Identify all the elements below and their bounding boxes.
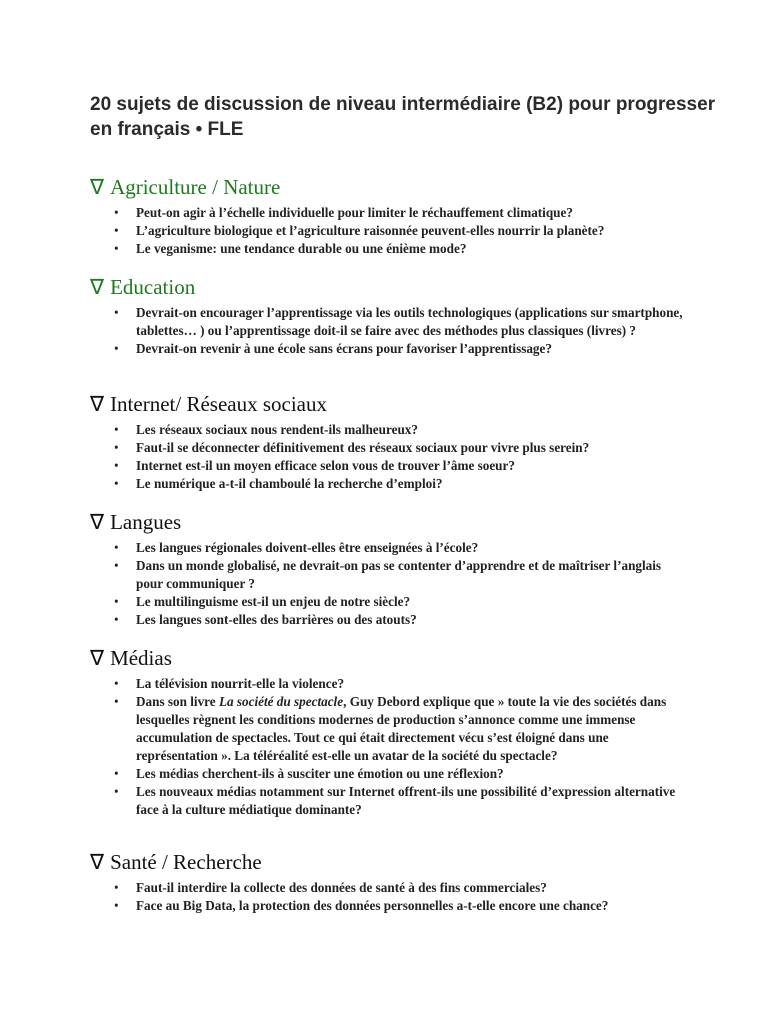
section-heading-text: Agriculture / Nature [110,175,281,199]
list-item [90,557,690,593]
list-item [90,783,690,819]
bullet-icon: • [114,594,119,609]
list-item [90,304,690,340]
topic-list [90,204,690,258]
bullet-icon: • [114,205,119,220]
section-heading [90,391,690,417]
list-item-text: Face au Big Data, la protection des données personnelles a-t-elle encore une chance? [136,898,609,913]
list-item [90,765,690,783]
list-item [90,240,690,258]
section-heading [90,509,690,535]
list-item-text: Devrait-on revenir à une école sans écrans pour favoriser l’apprentissage? [136,341,552,356]
bullet-icon: • [114,540,119,555]
list-item [90,593,690,611]
bullet-icon: • [114,676,119,691]
list-item [90,475,690,493]
section-heading-text: Education [110,275,196,299]
list-item [90,457,690,475]
list-item [90,204,690,222]
topic-list [90,421,690,493]
bullet-icon: • [114,880,119,895]
section-sante-recherche [90,849,690,915]
list-item-text: L’agriculture biologique et l’agriculture raisonnée peuvent-elles nourrir la planète? [136,223,605,238]
list-item [90,421,690,439]
bullet-icon: • [114,558,119,573]
section-heading-text: Internet/ Réseaux sociaux [110,392,327,416]
list-item-text: Le multilinguisme est-il un enjeu de notre siècle? [136,594,411,609]
section-heading-text: Santé / Recherche [110,850,262,874]
bullet-icon: • [114,341,119,356]
bullet-icon: • [114,898,119,913]
nabla-icon: ∇ [90,510,105,534]
bullet-icon: • [114,612,119,627]
list-item-text: Les médias cherchent-ils à susciter une émotion ou une réflexion? [136,766,504,781]
list-item-text: Internet est-il un moyen efficace selon vous de trouver l’âme soeur? [136,458,515,473]
bullet-icon: • [114,476,119,491]
list-item-text: Faut-il se déconnecter définitivement des réseaux sociaux pour vivre plus serein? [136,440,590,455]
nabla-icon: ∇ [90,850,105,874]
list-item-text: Les langues régionales doivent-elles être enseignées à l’école? [136,540,479,555]
section-heading-text: Langues [110,510,182,534]
nabla-icon: ∇ [90,646,105,670]
section-langues [90,509,690,629]
section-heading [90,849,690,875]
list-item-text: Le veganisme: une tendance durable ou une énième mode? [136,241,467,256]
topic-list [90,675,690,819]
list-item [90,879,690,897]
section-education [90,274,690,358]
topic-list [90,304,690,358]
section-heading [90,274,690,300]
nabla-icon: ∇ [90,275,105,299]
bullet-icon: • [114,458,119,473]
list-item-text: Devrait-on encourager l’apprentissage via les outils technologiques (applications sur smartphone, tablettes… ) ou l’apprentissage doit-il se faire avec des méthodes plus classiques (livres) ? [136,305,683,338]
list-item-text-before: Dans son livre [136,694,219,709]
bullet-icon: • [114,440,119,455]
list-item [90,222,690,240]
list-item-text-after: , Guy Debord explique que » toute la vie des sociétés dans lesquelles règnent les conditions modernes de production s’annonce comme une immense accumulation de spectacles. Tout ce qui était directement vécu s’est éloigné dans une représentation ». La téléréalité est-elle un avatar de la société du spectacle? [136,694,667,763]
list-item-text: Peut-on agir à l’échelle individuelle pour limiter le réchauffement climatique? [136,205,573,220]
list-item [90,340,690,358]
page-title: 20 sujets de discussion de niveau intermédiaire (B2) pour progresser en français • FLE [90,94,716,140]
list-item-text: La télévision nourrit-elle la violence? [136,676,345,691]
section-heading-text: Médias [110,646,172,670]
section-agriculture-nature [90,174,690,258]
nabla-icon: ∇ [90,392,105,416]
section-medias [90,645,690,819]
bullet-icon: • [114,784,119,799]
bullet-icon: • [114,766,119,781]
bullet-icon: • [114,241,119,256]
bullet-icon: • [114,305,119,320]
list-item [90,611,690,629]
list-item [90,897,690,915]
list-item-text: Dans un monde globalisé, ne devrait-on pas se contenter d’apprendre et de maîtriser l’anglais pour communiquer ? [136,558,662,591]
bullet-icon: • [114,422,119,437]
bullet-icon: • [114,694,119,709]
list-item [90,675,690,693]
topic-list [90,879,690,915]
section-internet-reseaux-sociaux [90,391,690,493]
section-heading [90,645,690,671]
book-title: La société du spectacle [218,694,344,709]
list-item-text: Les nouveaux médias notamment sur Internet offrent-ils une possibilité d’expression alternative face à la culture médiatique dominante? [136,784,676,817]
topic-list [90,539,690,629]
list-item [90,539,690,557]
list-item-text: Les réseaux sociaux nous rendent-ils malheureux? [136,422,418,437]
list-item-text: Les langues sont-elles des barrières ou des atouts? [136,612,417,627]
list-item-text: Le numérique a-t-il chamboulé la recherche d’emploi? [136,476,443,491]
list-item-text: Faut-il interdire la collecte des données de santé à des fins commerciales? [136,880,547,895]
nabla-icon: ∇ [90,175,105,199]
list-item [90,439,690,457]
list-item [90,693,690,765]
bullet-icon: • [114,223,119,238]
section-heading [90,174,690,200]
